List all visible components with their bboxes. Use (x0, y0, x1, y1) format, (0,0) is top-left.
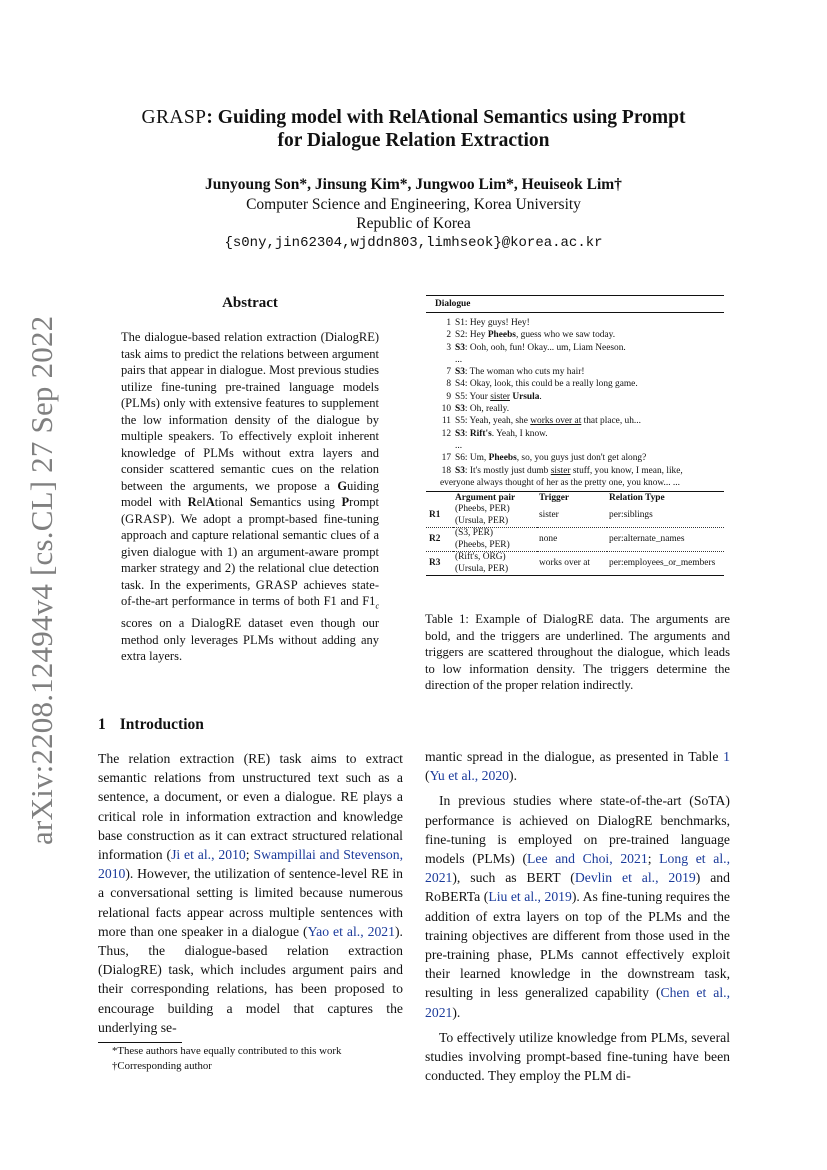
relation-id: R1 (429, 509, 441, 520)
abstract-letter: P (341, 495, 350, 509)
dialogue-line (426, 329, 724, 341)
abstract-letter: A (205, 495, 215, 509)
text-run: The relation extraction (RE) task aims to extract semantic relations from unstructured text such as a sentence, a document, or even a dialogue. RE plays a critical role in information extraction and knowledge base construction as it can extract structured relational information ( (98, 751, 403, 863)
paper-title (100, 106, 727, 152)
line-text: sister (490, 391, 510, 402)
line-text: : (464, 428, 470, 439)
footnote-2: †Corresponding author (112, 1059, 212, 1072)
text-run: ( (425, 768, 430, 784)
text-run: ). (509, 768, 517, 784)
line-text: that place, uh... (581, 416, 641, 427)
citation-link[interactable]: Devlin et al., 2019 (574, 870, 696, 886)
dialogue-line (426, 428, 724, 440)
relation-id-cell (426, 552, 453, 576)
argument-2: (Ursula, PER) (455, 515, 509, 526)
author-affiliation: Computer Science and Engineering, Korea University (246, 195, 581, 213)
citation-link[interactable]: Yao et al., 2021 (307, 923, 395, 939)
line-text: works over at (530, 416, 582, 427)
line-text: : Oh, really. (464, 404, 510, 415)
relation-row (426, 552, 724, 576)
line-text: Ursula (512, 391, 540, 402)
text-run: ), such as BERT ( (452, 870, 575, 886)
text-run: ). As fine-tuning requires the addition of extra layers on top of the PLMs and the training objectives are different from those used in the pre-training phase, PLMs cannot effectively exploit their learned knowledge in the downstream task, resulting in less generalized capability ( (425, 889, 731, 1001)
trigger: none (539, 533, 558, 544)
argument-pair-cell (453, 528, 537, 552)
abstract-acronym: GRASP (255, 577, 299, 592)
abstract-part: The dialogue-based relation extraction (DialogRE) task aims to predict the relations between argument pairs that appear in dialogue. Most previous studies utilize fine-tuning pre-trained language models (PLMs) only with extensive features to supplement the low information density of the dialogue by multiple speakers. To effectively exploit inherent knowledge of PLMs without extra layers and consider scattered semantic cues on the relation between the arguments, we propose a (121, 330, 379, 493)
table-1 (426, 295, 724, 576)
line-text: : It's mostly just dumb (464, 465, 551, 476)
intro-left-column (98, 749, 403, 1037)
paragraph (425, 791, 730, 1021)
relation-type: per:siblings (609, 509, 653, 520)
relation-type-cell (607, 528, 724, 552)
relation-header-row (426, 492, 724, 504)
line-text: S3 (455, 465, 465, 476)
relation-type: per:alternate_names (609, 533, 685, 544)
dialogue-line (426, 354, 724, 366)
relation-type: per:employees_or_members (609, 557, 716, 568)
trigger: sister (539, 509, 559, 520)
dialogue-line (426, 378, 724, 390)
relation-row (426, 504, 724, 528)
title-acronym: GRASP (141, 107, 207, 128)
line-text: S3 (455, 404, 465, 415)
title-line2: for Dialogue Relation Extraction (277, 130, 550, 151)
section-title: Introduction (119, 716, 204, 733)
relation-id-cell (426, 504, 453, 528)
argument-1: (S3, PER) (455, 528, 494, 539)
footnotes (112, 1044, 341, 1073)
author-block (100, 175, 727, 253)
relation-id-cell (426, 528, 453, 552)
text-run: To effectively utilize knowledge from PLMs, several studies involving prompt-based fine-tuning have been conducted. They employ the PLM di- (425, 1029, 730, 1084)
line-number: 3 (446, 342, 451, 353)
abstract-letter: G (337, 478, 348, 493)
section-number: 1 (98, 716, 106, 733)
citation-link[interactable]: Swampillai and Stevenson, 2010 (98, 847, 403, 882)
line-number: 12 (441, 428, 451, 439)
line-text: S6: Um, (455, 453, 489, 464)
text-run: ; (245, 847, 254, 863)
abstract-text (121, 329, 379, 665)
abstract-part: emantics using (256, 495, 342, 509)
dialogue-line (426, 452, 724, 464)
intro-right-column (425, 747, 730, 1091)
citation-link[interactable]: Liu et al., 2019 (488, 889, 572, 905)
dialogue-line (426, 403, 724, 415)
abstract-part: el (196, 495, 206, 509)
author-email: {s0ny,jin62304,wjddn803,limhseok}@korea.ac.kr (224, 234, 603, 251)
relation-id: R2 (429, 533, 441, 544)
trigger-cell (537, 552, 607, 576)
citation-link[interactable]: Chen et al., 2021 (425, 985, 730, 1020)
text-run: ). However, the utilization of sentence-level RE in a conversational setting is limited because numerous relational facts appear across multiple sentences with more than one speaker in a dialogue ( (98, 866, 403, 939)
line-text: ... (455, 440, 463, 451)
line-text: ... (455, 354, 463, 365)
relation-id: R3 (429, 557, 441, 568)
line-text: Rift's (469, 428, 492, 439)
header-relation-type: Relation Type (609, 493, 665, 504)
line-text: S5: Your (455, 391, 491, 402)
abstract-part: scores on a DialogRE dataset even though our method only leverages PLMs without adding any extra layers. (121, 616, 379, 663)
citation-link[interactable]: Yu et al., 2020 (429, 768, 510, 784)
relation-table (426, 492, 724, 575)
table-bottom-rule (426, 575, 724, 576)
dialogue-line (426, 465, 724, 477)
abstract-acronym: GRASP (125, 511, 168, 526)
paragraph (425, 1028, 730, 1086)
argument-2: (Pheebs, PER) (455, 539, 510, 550)
citation-link[interactable]: Ji et al., 2010 (171, 847, 246, 863)
abstract-part: rompt ( (121, 495, 380, 526)
arxiv-stamp: arXiv:2208.12494v4 [cs.CL] 27 Sep 2022 (24, 315, 59, 845)
line-text: . Yeah, I know. (491, 428, 548, 439)
trigger-cell (537, 504, 607, 528)
line-text: stuff, you know, I mean, like, (570, 465, 683, 476)
line-text: S5: Yeah, yeah, she (455, 416, 531, 427)
title-line1: : Guiding model with RelAtional Semantics using Prompt (206, 107, 686, 128)
relation-row (426, 528, 724, 552)
section-heading (98, 716, 218, 734)
line-text: . (539, 391, 542, 402)
line-text: : The woman who cuts my hair! (464, 367, 585, 378)
header-argument-pair: Argument pair (455, 493, 516, 504)
relation-type-cell (607, 552, 724, 576)
line-number: 17 (441, 453, 451, 464)
abstract-part: ). We adopt a prompt-based fine-tuning approach and capture relational semantic clues of a given dialogue with 1) an argument-aware prompt marker strategy and 2) the relational clue detection task. In the experiments, (121, 511, 379, 592)
argument-pair-cell (453, 552, 537, 576)
paragraph (425, 747, 730, 785)
line-text: S3 (455, 342, 465, 353)
trigger-cell (537, 528, 607, 552)
dialogue-line (426, 317, 724, 329)
header-trigger: Trigger (539, 493, 570, 504)
dialogue-line (426, 415, 724, 427)
text-run: ). (452, 1004, 461, 1020)
author-names: Junyoung Son*, Jinsung Kim*, Jungwoo Lim*, Heuiseok Lim† (205, 176, 622, 193)
argument-pair-cell (453, 504, 537, 528)
citation-link[interactable]: Long et al., 2021 (425, 851, 730, 886)
line-text: S2: Hey (455, 330, 488, 341)
line-number: 1 (446, 318, 451, 328)
text-run: ; (647, 851, 660, 867)
argument-2: (Ursula, PER) (455, 563, 509, 574)
footnote-1: *These authors have equally contributed to this work (112, 1045, 342, 1057)
table-ref-link[interactable]: 1 (723, 749, 730, 764)
line-number: 2 (446, 330, 451, 341)
line-number: 10 (441, 404, 451, 415)
trigger: works over at (539, 557, 591, 568)
dialogue-heading: Dialogue (435, 299, 471, 309)
line-number: 8 (446, 379, 451, 390)
abstract-letter: S (249, 495, 257, 509)
abstract-part: uiding model with (121, 478, 379, 509)
line-text: Pheebs (488, 453, 517, 464)
table-caption: Table 1: Example of DialogRE data. The arguments are bold, and the triggers are underlined. The arguments and triggers are scattered throughout the dialogue, which leads to low information density. The triggers determine the direction of the proper relation indirectly. (425, 612, 730, 692)
text-run: In previous studies where state-of-the-art (SoTA) performance is achieved on DialogRE benchmarks, fine-tuning is employed on pre-trained language models (PLMs) ( (425, 793, 730, 867)
line-text: Pheebs (487, 330, 516, 341)
line-text: , guess who we saw today. (515, 330, 616, 341)
dialogue-line (426, 440, 724, 452)
dialogue-lines (426, 317, 724, 477)
abstract-letter: R (187, 495, 197, 509)
argument-1: (Rift's, ORG) (455, 552, 506, 563)
line-number: 7 (446, 367, 451, 378)
relation-type-cell (607, 504, 724, 528)
line-number: 18 (441, 465, 451, 476)
argument-1: (Pheebs, PER) (455, 504, 510, 515)
dialogue-continuation: everyone always thought of her as the pretty one, you know... ... (440, 477, 680, 488)
text-run: ). Thus, the dialogue-based relation extraction (DialogRE) task, which includes argument pairs and their corresponding relations, has been proposed to encourage building a model that captures the underlying se- (98, 923, 403, 1035)
citation-link[interactable]: Lee and Choi, 2021 (527, 851, 648, 867)
line-number: 9 (446, 391, 451, 402)
footnote-rule (98, 1042, 182, 1043)
dialogue-line (426, 342, 724, 354)
line-number: 11 (441, 416, 451, 427)
abstract-part: tional (214, 495, 250, 509)
abstract-part: achieves state-of-the-art performance in terms of both F1 and F1 (121, 577, 379, 608)
dialogue-line (426, 366, 724, 378)
abstract-heading: Abstract (222, 295, 278, 311)
line-text: S3 (455, 367, 465, 378)
dialogue-line (426, 391, 724, 403)
author-country: Republic of Korea (356, 215, 471, 232)
text-run: mantic spread in the dialogue, as presented in Table (425, 749, 724, 764)
abstract-sub: c (375, 601, 379, 611)
line-text: sister (550, 465, 571, 476)
line-text: S3 (455, 428, 465, 439)
line-text: : Ooh, ooh, fun! Okay... um, Liam Neeson. (464, 342, 626, 353)
line-text: , so, you guys just don't get along? (516, 453, 647, 464)
text-run: ) and RoBERTa ( (425, 870, 730, 905)
line-text: S1: Hey guys! Hey! (455, 318, 530, 328)
line-text: S4: Okay, look, this could be a really long game. (455, 379, 638, 390)
